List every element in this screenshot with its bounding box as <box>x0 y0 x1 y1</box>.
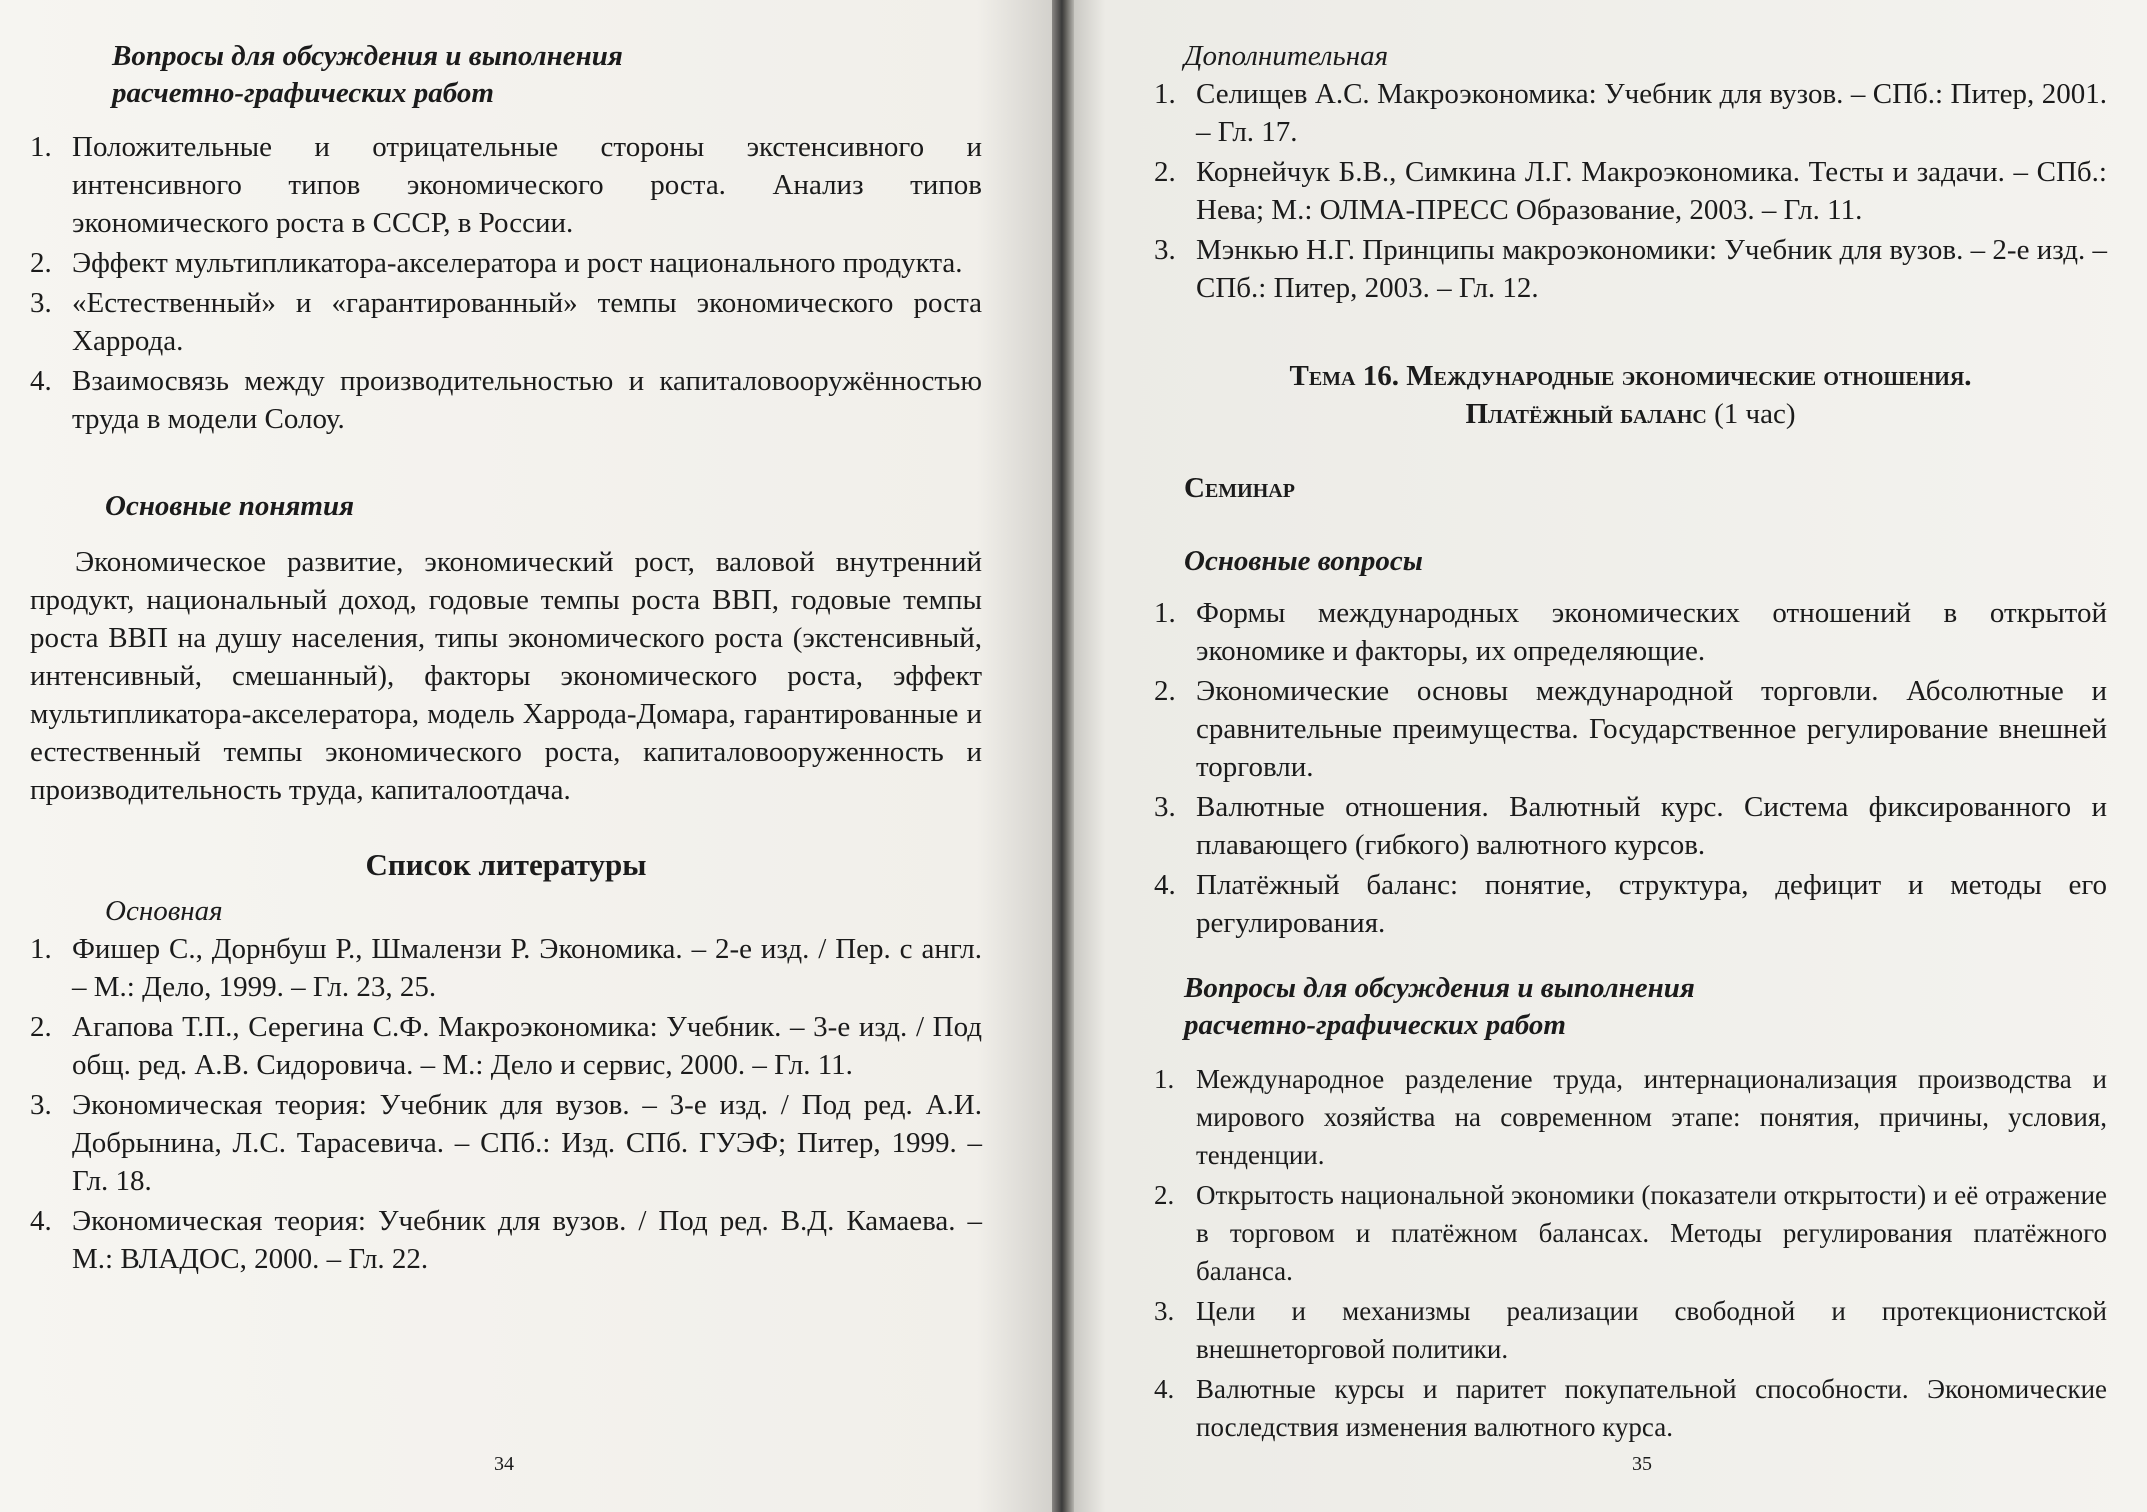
right-page <box>1062 0 2147 1512</box>
topic-heading: Тема 16. Международные экономические отношения. Платёжный баланс (1 час) <box>1289 360 1972 430</box>
main-questions-list <box>1154 594 2107 942</box>
questions-heading-right: Вопросы для обсуждения и выполнения расчетно-графических работ <box>1184 972 1695 1041</box>
page-number: 35 <box>1632 1453 1652 1475</box>
list-item: 2. Эффект мультипликатора-акселератора и рост национального продукта. <box>30 247 963 279</box>
basic-label: Основная <box>105 895 223 927</box>
list-item: 3. Валютные отношения. Валютный курс. Система фиксированного и плавающего (гибкого) валютного курсов. <box>1154 791 2107 861</box>
list-item: 4. Экономическая теория: Учебник для вузов. / Под ред. В.Д. Камаева. – М.: ВЛАДОС, 2000. – Гл. 22. <box>30 1205 982 1275</box>
concepts-heading: Основные понятия <box>105 490 355 522</box>
list-item: 3. «Естественный» и «гарантированный» темпы экономического роста Харрода. <box>30 287 982 357</box>
left-page <box>0 0 1062 1512</box>
list-item: 3. Экономическая теория: Учебник для вузов. – 3-е изд. / Под ред. А.И. Добрынина, Л.С. Тарасевича. – СПб.: Изд. СПб. ГУЭФ; Питер, 1999. – Гл. 18. <box>30 1089 982 1197</box>
book-spine <box>1052 0 1074 1512</box>
literature-list <box>30 930 982 1278</box>
questions-list-right <box>1154 1060 2107 1446</box>
literature-title: Список литературы <box>365 847 647 882</box>
questions-heading: Вопросы для обсуждения и выполнения расчетно-графических работ <box>112 40 623 109</box>
list-item: 2. Корнейчук Б.В., Симкина Л.Г. Макроэкономика. Тесты и задачи. – СПб.: Нева; М.: ОЛМА-ПРЕСС Образование, 2003. – Гл. 11. <box>1154 156 2107 226</box>
seminar-heading: Семинар <box>1184 472 1295 504</box>
list-item: 1. Фишер С., Дорнбуш Р., Шмалензи Р. Экономика. – 2-е изд. / Пер. с англ. – М.: Дело, 1999. – Гл. 23, 25. <box>30 933 982 1003</box>
concepts-text: Экономическое развитие, экономический рост, валовой внутренний продукт, национальный доход, годовые темпы роста ВВП, годовые темпы роста ВВП на душу населения, типы экономического роста (экстенсивный, интенсивный, смешанный), факторы экономического роста, эффект мультипликатора-акселератора, модель Харрода-Домара, гарантированные и естественный темпы экономического роста, капиталовооруженность и производительность труда, капиталоотдача. <box>30 546 982 806</box>
list-item: 1. Международное разделение труда, интернационализация производства и мирового хозяйства на современном этапе: понятия, причины, условия, тенденции. <box>1154 1064 2107 1170</box>
list-item: 4. Платёжный баланс: понятие, структура, дефицит и методы его регулирования. <box>1154 869 2107 939</box>
list-item: 2. Экономические основы международной торговли. Абсолютные и сравнительные преимущества. Государственное регулирование внешней торговли. <box>1154 675 2107 783</box>
main-questions-heading: Основные вопросы <box>1184 545 1423 577</box>
list-item: 1. Положительные и отрицательные стороны экстенсивного и интенсивного типов экономического роста. Анализ типов экономического роста в СССР, в России. <box>30 131 982 239</box>
list-item: 4. Валютные курсы и паритет покупательной способности. Экономические последствия изменения валютного курса. <box>1154 1374 2107 1442</box>
list-item: 2. Агапова Т.П., Серегина С.Ф. Макроэкономика: Учебник. – 3-е изд. / Под общ. ред. А.В. Сидоровича. – М.: Дело и сервис, 2000. – Гл. 11. <box>30 1011 982 1081</box>
list-item: 4. Взаимосвязь между производительностью и капиталовооружённостью труда в модели Солоу. <box>30 365 982 435</box>
list-item: 1. Формы международных экономических отношений в открытой экономике и факторы, их определяющие. <box>1154 597 2107 667</box>
list-item: 1. Селищев А.С. Макроэкономика: Учебник для вузов. – СПб.: Питер, 2001. – Гл. 17. <box>1154 78 2107 148</box>
page-number: 34 <box>494 1453 514 1475</box>
list-item: 2. Открытость национальной экономики (показатели открытости) и её отражение в торговом и платёжном балансах. Методы регулирования платёжного баланса. <box>1154 1180 2107 1286</box>
list-item: 3. Цели и механизмы реализации свободной и протекционистской внешнеторговой политики. <box>1154 1296 2107 1364</box>
additional-list <box>1154 75 2107 307</box>
list-item: 3. Мэнкью Н.Г. Принципы макроэкономики: Учебник для вузов. – 2-е изд. – СПб.: Питер, 2003. – Гл. 12. <box>1154 234 2107 304</box>
additional-label: Дополнительная <box>1184 40 1389 72</box>
questions-list <box>30 128 982 438</box>
